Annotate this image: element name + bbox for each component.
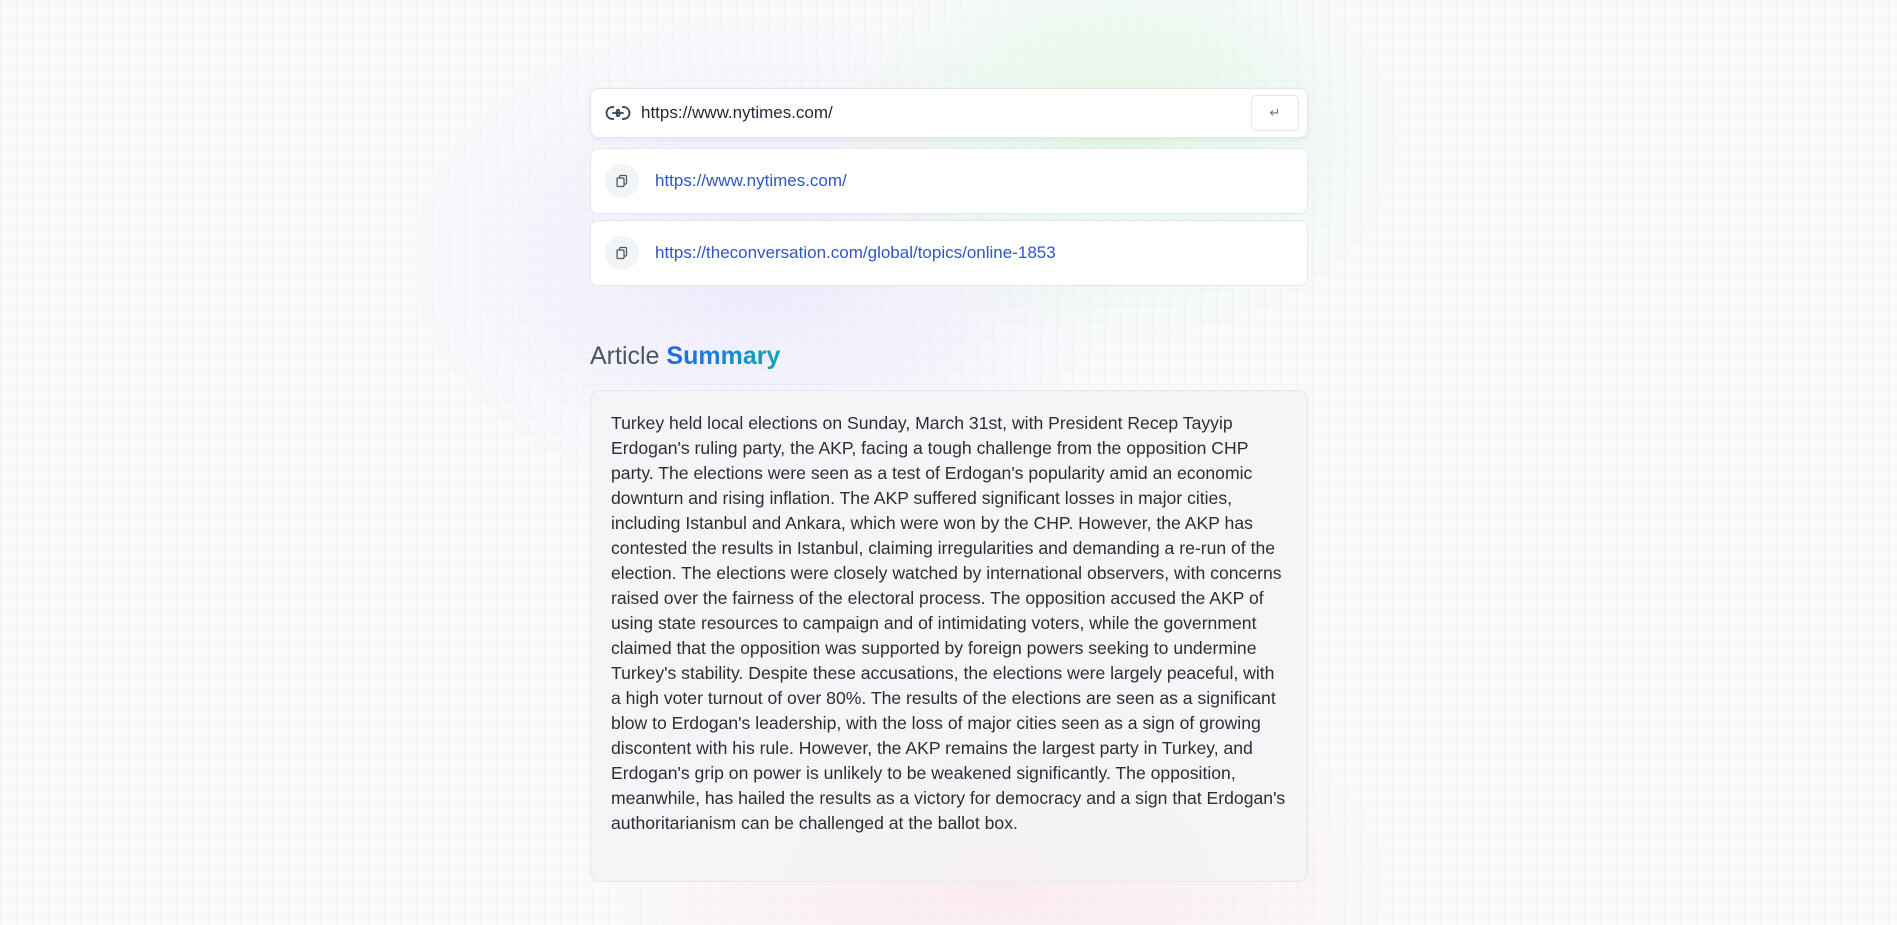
- summary-heading: [590, 340, 1308, 372]
- copy-button[interactable]: [605, 236, 639, 270]
- result-link[interactable]: https://theconversation.com/global/topics/online-1853: [655, 243, 1056, 262]
- link-icon: [605, 104, 631, 122]
- result-link[interactable]: https://www.nytimes.com/: [655, 171, 847, 190]
- copy-button[interactable]: [605, 164, 639, 198]
- copy-icon: [615, 174, 629, 188]
- enter-icon: ↵: [1269, 105, 1281, 120]
- url-input[interactable]: [641, 89, 1241, 137]
- enter-button[interactable]: [1251, 95, 1299, 131]
- summary-box: [590, 390, 1308, 882]
- copy-icon: [615, 246, 629, 260]
- result-item: [590, 148, 1308, 214]
- summary-text: Turkey held local elections on Sunday, March 31st, with President Recep Tayyip Erdogan's ruling party, the AKP, facing a tough challenge from the opposition CHP party. The elections were seen as a test of Erdogan's popularity amid an economic downturn and rising inflation. The AKP suffered significant losses in major cities, including Istanbul and Ankara, which were won by the CHP. However, the AKP has contested the results in Istanbul, claiming irregularities and demanding a re-run of the election. The elections were closely watched by international observers, with concerns raised over the fairness of the electoral process. The opposition accused the AKP of using state resources to campaign and of intimidating voters, while the government claimed that the opposition was supported by foreign powers seeking to undermine Turkey's stability. Despite these accusations, the elections were largely peaceful, with a high voter turnout of over 80%. The results of the elections are seen as a significant blow to Erdogan's leadership, with the loss of major cities seen as a sign of growing discontent with his rule. However, the AKP remains the largest party in Turkey, and Erdogan's grip on power is unlikely to be weakened significantly. The opposition, meanwhile, has hailed the results as a victory for democracy and a sign that Erdogan's authoritarianism can be challenged at the ballot box.: [611, 413, 1286, 833]
- result-item: [590, 220, 1308, 286]
- summary-heading-accent: Summary: [666, 342, 781, 370]
- summary-heading-prefix: Article: [590, 342, 660, 370]
- main-container: [590, 88, 1308, 882]
- url-bar: [590, 88, 1308, 138]
